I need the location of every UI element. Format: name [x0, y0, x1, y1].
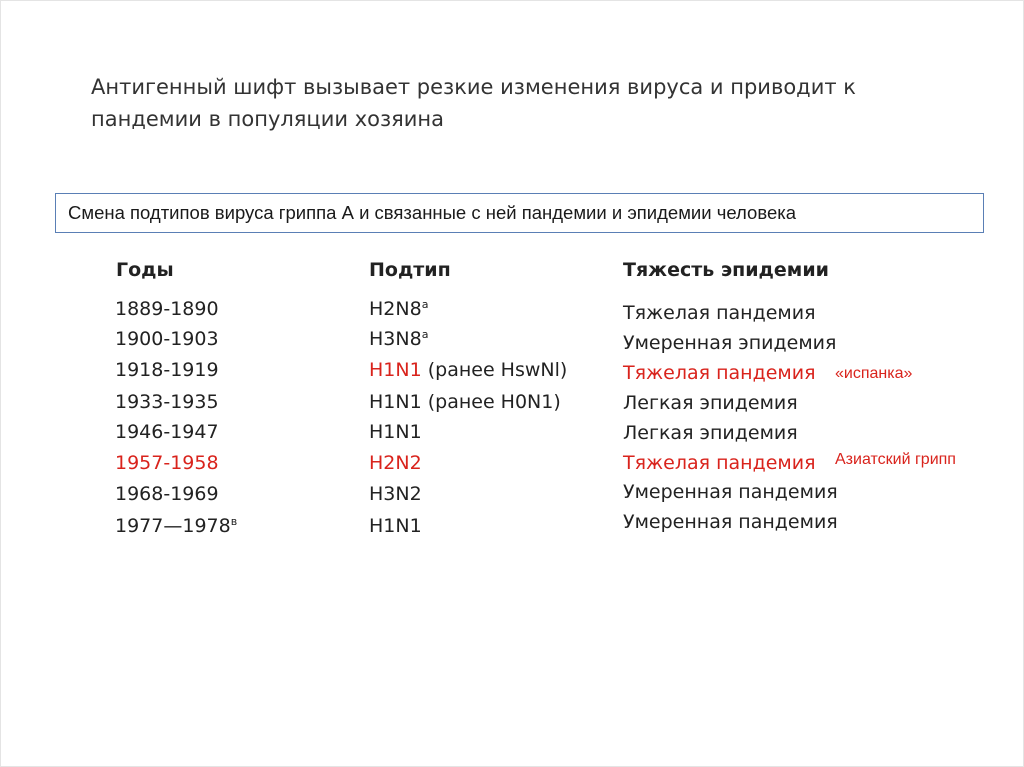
severity-cell: Легкая эпидемия	[623, 392, 798, 414]
year-cell: 1968-1969	[115, 483, 219, 505]
subtype-cell: H1N1	[369, 515, 422, 537]
subtype-cell: H2N2	[369, 452, 422, 474]
subtitle-box: Смена подтипов вируса гриппа А и связанные с ней пандемии и эпидемии человека	[55, 193, 984, 233]
year-cell: 1946-1947	[115, 421, 219, 443]
severity-cell: Умеренная эпидемия	[623, 332, 837, 354]
subtype-cell: H1N1 (ранее H0N1)	[369, 391, 561, 413]
year-cell: $1977—1978^в$	[115, 515, 238, 537]
year-cell: 1889-1890	[115, 298, 219, 320]
severity-cell: Тяжелая пандемия	[623, 452, 816, 474]
subtype-cell: H1N1 (ранее HswNl)	[369, 359, 568, 381]
subtype-cell: H3N2	[369, 483, 422, 505]
note-asian-flu: Азиатский грипп	[835, 451, 956, 468]
subtype-cell: H2N8$^a$	[369, 298, 429, 320]
subtype-cell: H1N1	[369, 421, 422, 443]
note-spanish-flu: «испанка»	[835, 365, 913, 382]
severity-cell: Легкая эпидемия	[623, 422, 798, 444]
severity-cell: Тяжелая пандемия	[623, 362, 816, 384]
header-years: Годы	[116, 259, 174, 281]
year-cell: 1933-1935	[115, 391, 219, 413]
severity-cell: Умеренная пандемия	[623, 481, 838, 503]
year-cell: 1918-1919	[115, 359, 219, 381]
year-cell: 1957-1958	[115, 452, 219, 474]
year-cell: 1900-1903	[115, 328, 219, 350]
header-subtype: Подтип	[369, 259, 451, 281]
footnote-mark: в	[230, 515, 238, 528]
footnote-mark: a	[421, 298, 429, 311]
severity-cell: Тяжелая пандемия	[623, 302, 816, 324]
header-severity: Тяжесть эпидемии	[623, 259, 829, 281]
subtype-cell: H3N8$^a$	[369, 328, 429, 350]
severity-cell: Умеренная пандемия	[623, 511, 838, 533]
footnote-mark: a	[421, 328, 429, 341]
slide-title: Антигенный шифт вызывает резкие изменения вируса и приводит к пандемии в популяции хозяина	[91, 75, 856, 131]
